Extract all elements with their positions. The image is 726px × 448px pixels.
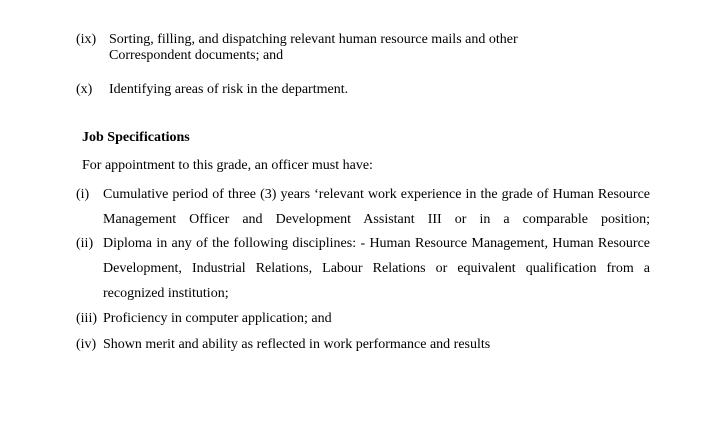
- spec-number: (iv): [76, 337, 97, 352]
- spec-text: Diploma in any of the following disciplines: - Human Resource Management, Human Resource Development, Industrial Relations, Labour Relations or equivalent qualification from a recognized institution;: [103, 236, 650, 301]
- spec-text: Proficiency in computer application; and: [103, 311, 332, 326]
- section-intro: For appointment to this grade, an officer must have:: [82, 158, 373, 173]
- spec-text: Shown merit and ability as reflected in work performance and results: [103, 337, 491, 352]
- spec-item-ii: [76, 231, 650, 306]
- spec-item-iv: [76, 332, 650, 357]
- spec-number: (iii): [76, 311, 97, 326]
- duty-text-line1: Sorting, filling, and dispatching relevant human resource mails and other: [109, 32, 518, 47]
- duty-number: (ix): [76, 32, 97, 47]
- spec-text: Cumulative period of three (3) years ‘relevant work experience in the grade of Human Resource Management Officer and Development Assistant III or in a comparable position;: [103, 187, 650, 227]
- duty-item-x: [76, 82, 348, 98]
- duty-number: (x): [76, 82, 93, 97]
- duty-text-line2: Correspondent documents; and: [109, 48, 284, 63]
- section-heading: Job Specifications: [82, 130, 190, 145]
- duty-item-ix: [76, 32, 518, 64]
- spec-item-iii: [76, 306, 650, 331]
- spec-number: (i): [76, 187, 90, 202]
- spec-item-i: [76, 182, 650, 232]
- duty-text: Identifying areas of risk in the department.: [109, 82, 349, 97]
- spec-number: (ii): [76, 236, 94, 251]
